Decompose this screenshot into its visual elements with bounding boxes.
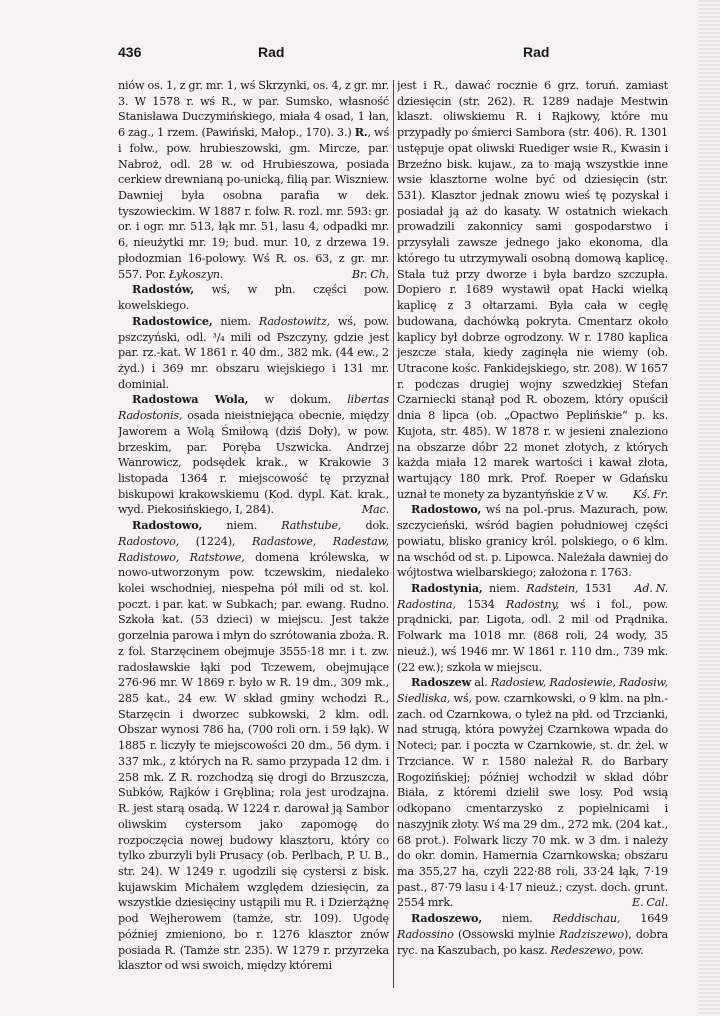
entry-text: wś, pow. czarnkowski, o 9 klm. na płn.-zach. od Czarnkowa, o tyleż na płd. od Trzcianki, nad strugą, która powyżej Czarnkowa wpada do Noteci; par. i poczta w Czarnkowie, st. dr. żel. w Trzciance. W r. 1580 należał R. do Barbary Rogozińskiej; później wchodził w skład dóbr Biała, z któremi dzielił swe losy. Pod wsią odkopano cmentarzysko z popielnicami i naszyjnik złoty. Wś ma 29 dm., 272 mk. (204 kat., 68 prot.). Folwark liczy 70 mk. w 3 dm. i należy do okr. domin. Hamernia Czarnkowska; obszaru ma 355,27 ha, czyli 222·88 roli, 33·24 łąk, 7·19 past., 87·79 lasu i 4·17 nieuż.; czyst. doch. grunt. 2554 mrk. [397, 692, 668, 910]
entry-text: niem. [482, 912, 553, 926]
entry-text: niem. [202, 519, 282, 533]
italic-text: Radosiew, Radosiewie, Radosiw, Siedliska, [397, 676, 668, 706]
dictionary-entry [118, 518, 389, 974]
italic-text: Radossino [397, 927, 454, 941]
entry-text: wś i fol., pow. prądnicki, par. Ligota, odl. 2 mil od Prądnika. Folwark ma 1018 mr. (868 roli, 24 wody, 35 nieuż.), wś 1946 mr. W 1861 r. 110 dm., 739 mk. (22 ew.); szkoła w miejscu. [397, 597, 668, 674]
author-signature: E. Cal. [632, 896, 668, 910]
entry-text: wś, w płn. części pow. kowelskiego. [118, 283, 389, 313]
entry-text: wś na pol.-prus. Mazurach, pow. szczycieński, wśród bagien południowej części powiatu, blisko granicy król. polskiego, o 6 klm. na wschód od st. p. Lipowca. Należała dawniej do wójtostwa wielbarskiego; założona r. 1763. [397, 503, 668, 580]
entry-continuation [397, 78, 668, 502]
italic-text: Łykoszyn. [168, 267, 224, 281]
entry-text: pow. [615, 943, 644, 957]
entry-text: (Ossowski mylnie [453, 927, 560, 941]
entry-text: (1224), [179, 534, 252, 548]
italic-text: Radziszewo [559, 927, 624, 941]
entry-headword: Radostowo, [411, 502, 482, 517]
entry-text: 1534 [455, 597, 506, 611]
entry-continuation [118, 78, 389, 282]
author-signature: Mac. [361, 503, 389, 517]
italic-text: Radostowitz, [258, 314, 331, 328]
italic-text: Radostny, [505, 597, 560, 611]
entry-text: dok. [341, 519, 389, 533]
entry-text: niów os. 1, z gr. mr. 1, wś Skrzynki, os. 4, z gr. mr. 3. W 1578 r. wś R., w par. Sumsko, własność Stanisława Duczymińskiego, miała 4 osad, 1 łan, 6 zag., 1 rzem. (Pawiński, Małop., 170). 3.) [118, 79, 389, 140]
entry-text: osada nieistniejąca obecnie, między Jaworem a Wolą Śmiłową (dziś Doły), w pow. brzeskim, par. Poręba Uszwicka. Andrzej Wanrowicz, podsędek krak., w Krakowie 3 listopada 1364 r. miejscowość tę przyznał biskupowi krakowskiemu (Kod. dypl. Kat. krak., wyd. Piekosińskiego, I, 284). [118, 409, 389, 517]
running-header [118, 44, 588, 66]
italic-text: Radostovo, [118, 534, 180, 548]
entry-text: w dokum. [248, 393, 348, 407]
right-column [397, 78, 668, 978]
entry-text: jest i R., dawać rocznie 6 grz. toruń. zamiast dziesięcin (str. 262). R. 1289 nadaje Mestwin klaszt. oliwskiemu R. i Rajkowy, które mu przypadły po śmierci Sambora (str. 406). R. 1301 ustępuje opat oliwski Ruediger wsie R., Kwasin i Brzeźno bisk. kujaw., za to mają wszystkie inne wsie klasztorne wolne być od dziesięcin (str. 531). Klasztor jednak znowu wieś tę pozyskał i posiadał ją aż do kasaty. W ostatnich wiekach prowadzili zakonnicy sami gospodarstwo i przysyłali zawsze jednego jako ekonoma, dla którego tu utrzymywali osobną domową kaplicę. Stała tuż przy dworze i była bardzo szczupła. Dopiero r. 1689 wystawił opat Hacki wielką kaplicę z 3 ołtarzami. Była cała w cegłę budowana, dachówką pokryta. Cmentarz około kaplicy był dobrze ogrodzony. W r. 1780 kaplica jeszcze stała, kiedy zaginęła nie wiemy (ob. Utracone kośc. Fankidejskiego, str. 208). W 1657 r. podczas drugiej wojny szwedzkiej Stefan Czarniecki stanął pod R. obozem, który opuścił dnia 8 lipca (ob. „Opactwo Peplińskie“ p. ks. Kujota, str. 485). W 1878 r. w jesieni znaleziono na obszarze dóbr 22 monet złotych, z których każda miała 12 marek wartości i kawał złota, wartujący 180 mrk. Prof. Roeper w Gdańsku uznał te monety za byzantyńskie z V w. [397, 79, 668, 501]
italic-text: Rathstube, [281, 519, 342, 533]
entry-text: al. [471, 676, 491, 690]
italic-text: Radostina, [397, 597, 456, 611]
entry-text: domena królewska, w nowo-utworzonym pow. tczewskim, niedaleko kolei wschodniej, niespełna pół mili od st. kol. poczt. i par. kat. w Subkach; par. ewang. Rudno. Szkoła kat. (53 dzieci) w miejscu. Jest także gorzelnia parowa i młyn do szrótowania zboża. R. z fol. Starzęcinem obejmuje 3555·18 mr. i t. zw. radosławskie łąki pod Tczewem, obejmujące 276·96 mr. W 1869 r. było w R. 19 dm., 309 mk., 285 kat., 24 ew. W skład gminy wchodzi R., Starzęcin i dworzec subkowski, 2 klm. odl. Obszar wynosi 786 ha, (700 roli orn. i 59 łąk). W 1885 r. liczyły te miejscowości 20 dm., 56 dym. i 337 mk., z których na R. samo przypada 12 dm. i 258 mk. Z R. rozchodzą się drogi do Brzuszcza, Subków, Rajków i Gręblina; rola jest urodzajna. R. jest starą osadą. W 1224 r. darował ją Sambor oliwskim cystersom jako zapomogę do rozpoczęcia nowej budowy klasztoru, który co tylko zburzyli byli Prusacy (ob. Perlbach, P. U. B., str. 24). W 1249 r. ugodzili się cystersi z bisk. kujawskim Michałem względem dziesięcin, za wszystkie dziesięciny ustąpili mu R. i Dzierżążnę pod Wejherowem (tamże, str. 109). Ugodę później zmieniono, bo r. 1276 klasztor znów posiada R. (Tamże str. 235). W 1279 r. przyrzeka klasztor od wsi swoich, między któremi [118, 550, 389, 973]
scan-edge-artifact [698, 0, 720, 1016]
entry-headword: Radostowice, [132, 313, 213, 328]
italic-text: Radstein, [526, 582, 579, 595]
entry-headword: R. [354, 125, 368, 140]
column-divider [393, 80, 394, 988]
left-column [118, 78, 389, 978]
header-keyword-right: Rad [523, 44, 550, 60]
entry-text: niem. [212, 314, 259, 328]
entry-headword: Radostowa Wola, [132, 392, 249, 407]
entry-text: niem. [482, 582, 527, 595]
entry-text: , wś i folw., pow. hrubieszowski, gm. Mircze, par. Nabroż, odl. 28 w. od Hrubieszowa, posiada cerkiew drewnianą po-unicką, filią par. Wiszniew. Dawniej była osobna parafia w dek. tyszowieckim. W 1887 r. folw. R. rozl. mr. 593: gr. or. i ogr. mr. 513, łąk mr. 51, lasu 4, odpadki mr. 6, nieużytki mr. 19; bud. mur. 10, z drzewa 19. płodozmian 16-polowy. Wś R. os. 63, z gr. mr. 557. Por. [118, 126, 389, 281]
page-number: 436 [118, 44, 142, 60]
author-signature: Br. Ch. [351, 267, 389, 281]
dictionary-entry [118, 282, 389, 313]
italic-text: libertas Radostonis, [118, 393, 389, 423]
italic-text: Redeszewo, [550, 943, 616, 957]
entry-headword: Radostowo, [132, 518, 203, 533]
dictionary-entry [397, 675, 668, 911]
author-signature: Kś. Fr. [633, 487, 668, 501]
entry-headword: Radostynia, [411, 581, 483, 595]
entry-text: ), dobra ryc. na Kaszubach, po kasz. [397, 927, 668, 957]
dictionary-entry [397, 911, 668, 958]
dictionary-entry [118, 314, 389, 393]
entry-text: 1649 [620, 912, 668, 926]
italic-text: Radastowe, Radestaw, Radistowo, Ratstowe, [118, 534, 389, 564]
header-keyword-left: Rad [258, 44, 285, 60]
entry-text: wś, pow. pszczyński, odl. ³/₄ mili od Pszczyny, gdzie jest par. rz.-kat. W 1861 r. 40 dm., 382 mk. (44 ew., 2 żyd.) i 369 mr. obszaru wiejskiego i 131 mr. dominial. [118, 314, 389, 391]
entry-headword: Radoszewo, [411, 911, 483, 926]
entry-headword: Radoszew [411, 675, 472, 690]
author-signature: Ad. N. [634, 582, 668, 595]
entry-text: 1531 [578, 582, 613, 595]
dictionary-entry [118, 392, 389, 518]
entry-headword: Radostów, [132, 282, 195, 297]
italic-text: Reddischau, [552, 912, 621, 926]
